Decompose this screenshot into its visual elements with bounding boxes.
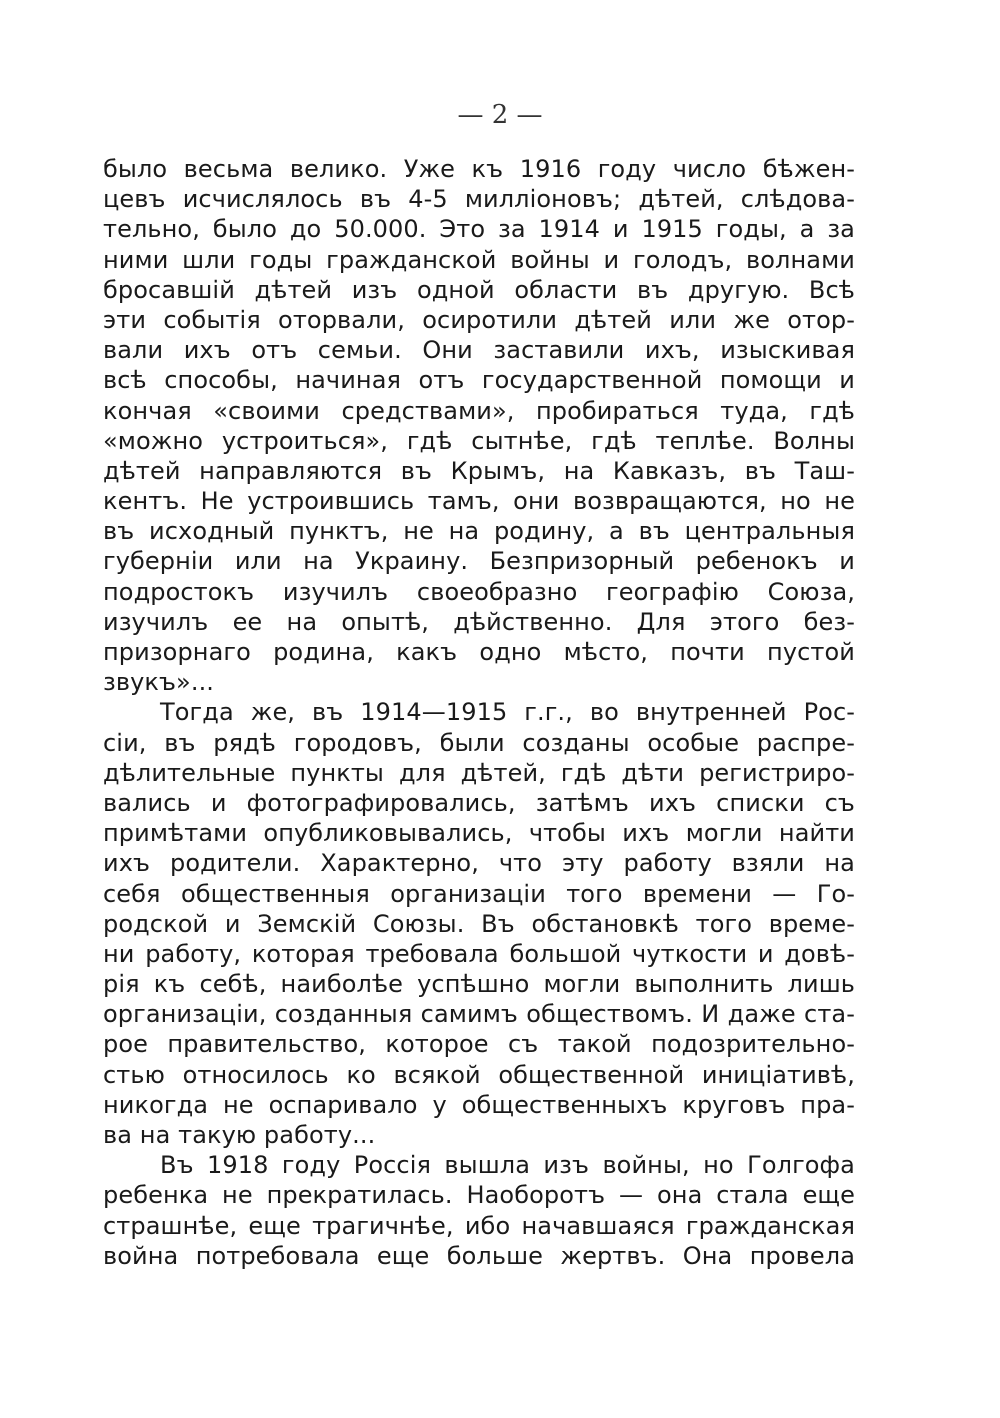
text-line: губерніи или на Украину. Безпризорный ребенокъ и <box>103 547 855 576</box>
page-number: — 2 — <box>457 100 543 130</box>
text-line: ни работу, которая требовала большой чуткости и довѣ- <box>103 939 855 968</box>
text-line: въ исходный пунктъ, не на родину, а въ центральныя <box>103 517 855 546</box>
text-line: рое правительство, которое съ такой подозрительно- <box>103 1030 855 1059</box>
text-line: дѣлительные пункты для дѣтей, гдѣ дѣти регистриро- <box>103 758 855 787</box>
text-line: звукъ»... <box>103 668 215 697</box>
text-line: Въ 1918 году Россія вышла изъ войны, но Голгофа <box>160 1151 855 1180</box>
body-text <box>103 154 855 1271</box>
text-line: рія къ себѣ, наиболѣе успѣшно могли выполнить лишь <box>103 970 855 999</box>
text-line: ребенка не прекратилась. Наоборотъ — она стала еще <box>103 1181 855 1210</box>
text-line: страшнѣе, еще трагичнѣе, ибо начавшаяся гражданская <box>103 1211 855 1240</box>
text-line: кончая «своими средствами», пробираться туда, гдѣ <box>103 396 855 425</box>
text-line: организаціи, созданныя самимъ обществомъ. И даже ста- <box>103 1000 855 1029</box>
text-line: кентъ. Не устроившись тамъ, они возвращаются, но не <box>103 487 855 516</box>
text-line: изучилъ ее на опытѣ, дѣйственно. Для этого без- <box>103 607 855 636</box>
text-line: родской и Земскій Союзы. Въ обстановкѣ того време- <box>103 909 855 938</box>
text-line: дѣтей направляются въ Крымъ, на Кавказъ, въ Таш- <box>103 456 855 485</box>
text-line: ними шли годы гражданской войны и голодъ, волнами <box>103 245 855 274</box>
text-line: примѣтами опубликовывались, чтобы ихъ могли найти <box>103 819 855 848</box>
text-line: всѣ способы, начиная отъ государственной помощи и <box>103 366 855 395</box>
text-line: война потребовала еще больше жертвъ. Она провела <box>103 1241 855 1270</box>
text-line: эти событія оторвали, осиротили дѣтей или же отор- <box>103 305 855 334</box>
text-line: себя общественныя организаціи того времени — Го- <box>103 879 855 908</box>
text-line: сіи, въ рядѣ городовъ, были созданы особые распре- <box>103 728 855 757</box>
text-line: подростокъ изучилъ своеобразно географію Союза, <box>103 577 855 606</box>
text-line: бросавшій дѣтей изъ одной области въ другую. Всѣ <box>103 275 855 304</box>
text-line: ва на такую работу... <box>103 1121 376 1149</box>
text-line: было весьма велико. Уже къ 1916 году число бѣжен- <box>103 155 855 183</box>
text-line: призорнаго родина, какъ одно мѣсто, почти пустой <box>103 638 855 666</box>
text-line: никогда не оспаривало у общественныхъ круговъ пра- <box>103 1090 855 1119</box>
text-line: ихъ родители. Характерно, что эту работу взяли на <box>103 849 855 878</box>
text-line: вались и фотографировались, затѣмъ ихъ списки съ <box>103 788 855 817</box>
text-line: Тогда же, въ 1914—1915 г.г., во внутренней Рос- <box>160 698 855 727</box>
text-line: «можно устроиться», гдѣ сытнѣе, гдѣ теплѣе. Волны <box>103 426 855 455</box>
text-line: цевъ исчислялось въ 4-5 милліоновъ; дѣтей, слѣдова- <box>103 185 855 214</box>
text-line: стью относилось ко всякой общественной иниціативѣ, <box>103 1060 855 1089</box>
text-line: тельно, было до 50.000. Это за 1914 и 1915 годы, а за <box>103 215 855 244</box>
text-line: вали ихъ отъ семьи. Они заставили ихъ, изыскивая <box>103 336 855 365</box>
